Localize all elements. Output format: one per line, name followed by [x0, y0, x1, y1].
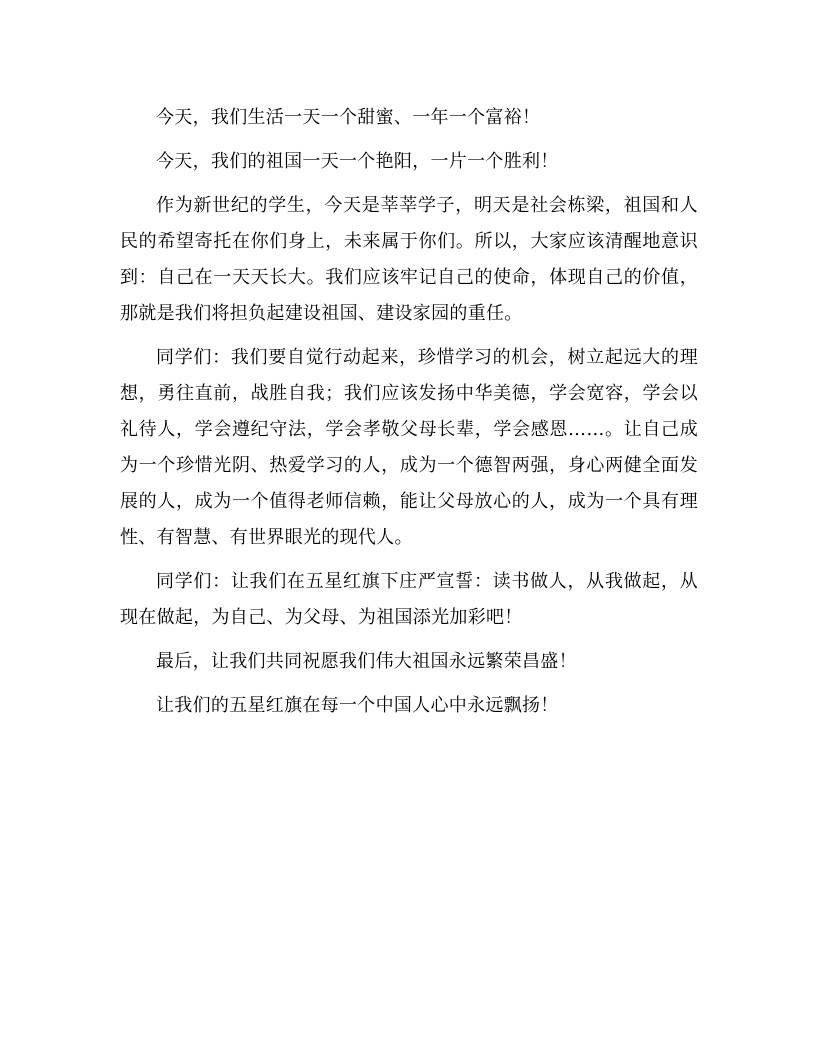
paragraph: 作为新世纪的学生，今天是莘莘学子，明天是社会栋梁，祖国和人民的希望寄托在你们身上，未来属于你们。所以，大家应该清醒地意识到：自己在一天天长大。我们应该牢记自己的使命，体现自己的价值，那就是我们将担负起建设祖国、建设家园的重任。: [120, 195, 698, 324]
paragraph: 最后，让我们共同祝愿我们伟大祖国永远繁荣昌盛！: [156, 651, 577, 672]
paragraph: 今天，我们生活一天一个甜蜜、一年一个富裕！: [156, 107, 541, 128]
document-body: [120, 100, 698, 732]
paragraph: 今天，我们的祖国一天一个艳阳，一片一个胜利！: [156, 151, 559, 172]
paragraph: 让我们的五星红旗在每一个中国人心中永远飘扬！: [156, 695, 559, 716]
paragraph: 同学们：我们要自觉行动起来，珍惜学习的机会，树立起远大的理想，勇往直前，战胜自我；我们应该发扬中华美德，学会宽容，学会以礼待人，学会遵纪守法，学会孝敬父母长辈，学会感恩……。让自己成为一个珍惜光阴、热爱学习的人，成为一个德智两强，身心两健全面发展的人，成为一个值得老师信赖，能让父母放心的人，成为一个具有理性、有智慧、有世界眼光的现代人。: [120, 347, 698, 548]
paragraph: 同学们：让我们在五星红旗下庄严宣誓：读书做人，从我做起，从现在做起，为自己、为父母、为祖国添光加彩吧！: [120, 571, 698, 628]
